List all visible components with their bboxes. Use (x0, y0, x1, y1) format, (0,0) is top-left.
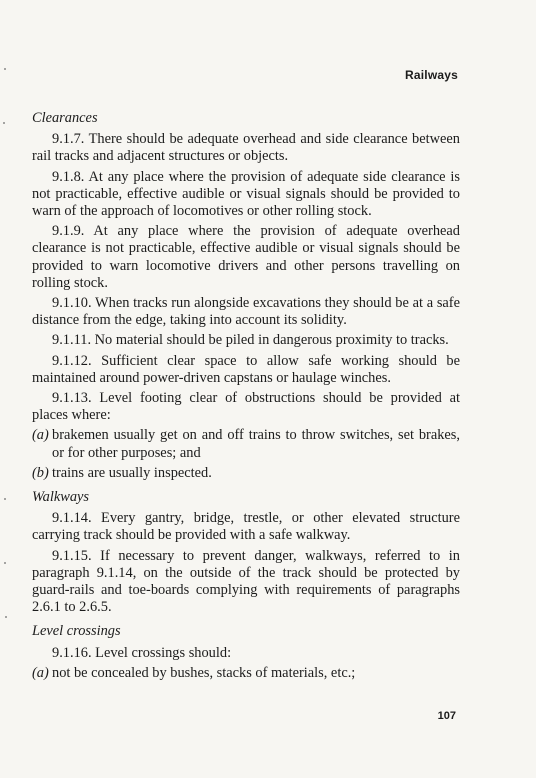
running-header: Railways (405, 68, 458, 82)
paragraph-9-1-12: 9.1.12. Sufficient clear space to allow safe working should be maintained around power-driven capstans or haulage winches. (32, 352, 460, 386)
paragraph-9-1-10: 9.1.10. When tracks run alongside excavations they should be at a safe distance from the edge, taking into account its solidity. (32, 295, 460, 329)
paragraph-9-1-14: 9.1.14. Every gantry, bridge, trestle, or other elevated structure carrying track should be provided with a safe walkway. (32, 510, 460, 544)
list-item-b (32, 465, 460, 482)
paragraph-9-1-8: 9.1.8. At any place where the provision of adequate side clearance is not practicable, effective audible or visual signals should be provided to warn of the approach of locomotives or other rolling stock. (32, 168, 460, 220)
page-number: 107 (437, 710, 456, 722)
scan-speck (5, 616, 7, 618)
list-item-label: (b) (32, 464, 49, 481)
page-body (32, 110, 460, 685)
section-heading-level-crossings: Level crossings (32, 623, 121, 640)
paragraph-9-1-16: 9.1.16. Level crossings should: (52, 644, 232, 661)
scan-speck (4, 498, 6, 500)
paragraph-9-1-13: 9.1.13. Level footing clear of obstructions should be provided at places where: (32, 390, 460, 424)
list-item-text: trains are usually inspected. (52, 464, 212, 481)
paragraph-9-1-15: 9.1.15. If necessary to prevent danger, walkways, referred to in paragraph 9.1.14, on the outside of the track should be protected by guard-rails and toe-boards complying with requirements of paragraphs 2.6.1 to 2.6.5. (32, 547, 460, 616)
paragraph-9-1-9: 9.1.9. At any place where the provision of adequate overhead clearance is not practicable, effective audible or visual signals should be provided to warn locomotive drivers and other persons travelling on rolling stock. (32, 223, 460, 291)
list-item-text: not be concealed by bushes, stacks of materials, etc.; (52, 664, 356, 681)
list-item-a (32, 665, 460, 682)
section-heading-clearances: Clearances (32, 110, 98, 126)
section-heading-walkways: Walkways (32, 489, 90, 506)
list-item-label: (a) (32, 664, 49, 681)
scan-speck (4, 562, 6, 564)
paragraph-9-1-7: 9.1.7. There should be adequate overhead and side clearance between rail tracks and adjacent structures or objects. (32, 131, 460, 165)
scan-speck (3, 122, 5, 124)
paragraph-9-1-11: 9.1.11. No material should be piled in dangerous proximity to tracks. (52, 332, 449, 349)
scan-speck (4, 68, 6, 70)
list-item-text: brakemen usually get on and off trains to throw switches, set brakes, or for other purposes; and (52, 427, 460, 461)
list-item-a (32, 427, 460, 461)
list-item-label: (a) (32, 427, 49, 444)
